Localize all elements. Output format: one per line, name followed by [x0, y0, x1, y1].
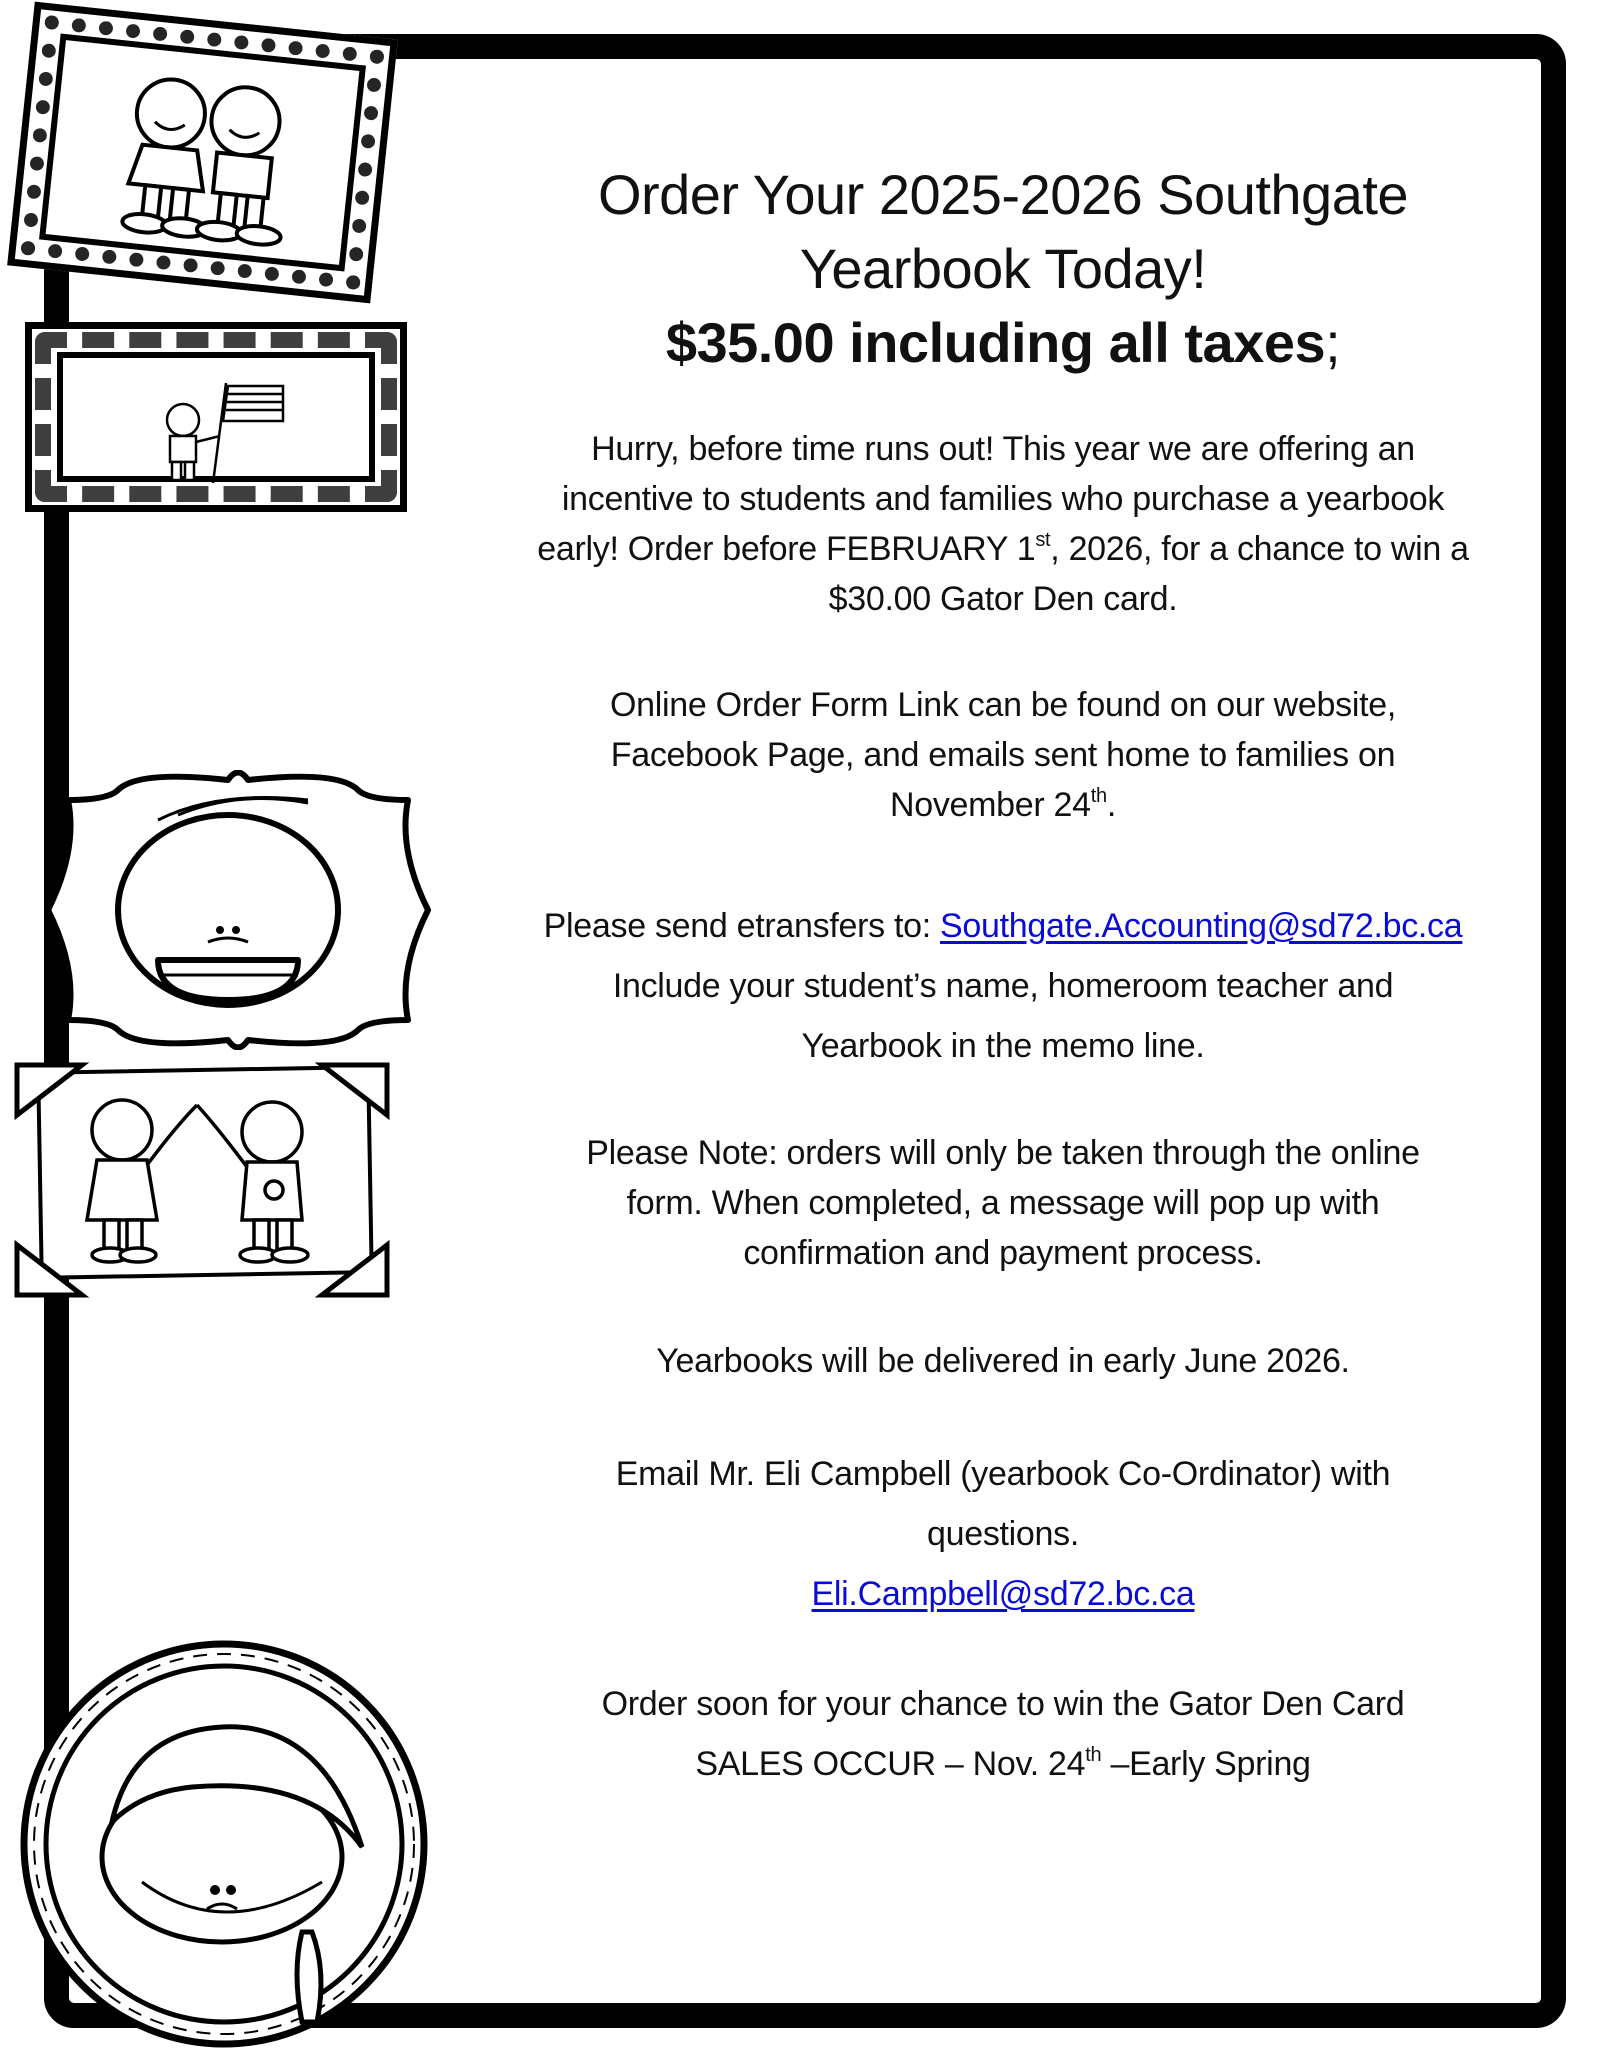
etransfer-paragraph [468, 896, 1538, 1076]
closing-paragraph [468, 1674, 1538, 1794]
incentive-line-1: Hurry, before time runs out! This year we are offering an [591, 430, 1415, 468]
price-heading [468, 306, 1538, 380]
flyer-content [468, 158, 1538, 1794]
sales-period-end: –Early Spring [1101, 1745, 1311, 1783]
ordinal-suffix: th [1090, 785, 1107, 807]
boy-face-illustration [8, 770, 448, 1050]
incentive-line-2: incentive to students and families who purchase a yearbook [561, 480, 1445, 518]
note-line-2: form. When completed, a message will pop up with [626, 1184, 1380, 1222]
etransfer-line-2: Include your student’s name, homeroom teacher and [612, 967, 1394, 1005]
delivery-text: Yearbooks will be delivered in early June 2026. [656, 1342, 1350, 1380]
kid-with-flag-illustration [25, 322, 407, 512]
ordinal-suffix: st [1035, 529, 1051, 551]
order-form-line-1: Online Order Form Link can be found on our website, [609, 686, 1396, 724]
incentive-line-3-end: , 2026, for a chance to win a [1050, 530, 1469, 568]
title-line-1: Order Your 2025-2026 Southgate [597, 163, 1409, 226]
note-line-3: confirmation and payment process. [743, 1234, 1263, 1272]
contact-paragraph [468, 1444, 1538, 1624]
price-suffix: ; [1325, 311, 1341, 374]
note-paragraph [468, 1128, 1538, 1278]
girl-braid-illustration [12, 1632, 437, 2057]
etransfer-line-3: Yearbook in the memo line. [801, 1027, 1205, 1065]
incentive-paragraph [468, 424, 1538, 624]
incentive-line-3: early! Order before FEBRUARY 1 [537, 530, 1036, 568]
note-line-1: Please Note: orders will only be taken through the online [586, 1134, 1420, 1172]
order-form-paragraph [468, 680, 1538, 830]
order-form-line-3-end: . [1106, 786, 1117, 824]
contact-line-2: questions. [927, 1515, 1079, 1553]
closing-line-1: Order soon for your chance to win the Gator Den Card [601, 1685, 1405, 1723]
incentive-line-4: $30.00 Gator Den card. [828, 580, 1178, 618]
order-form-line-3: November 24 [889, 786, 1091, 824]
title-line-2: Yearbook Today! [799, 237, 1207, 300]
coordinator-email-link[interactable]: Eli.Campbell@sd72.bc.ca [811, 1575, 1195, 1613]
etransfer-label: Please send etransfers to: [543, 907, 940, 945]
two-kids-illustration [7, 2, 398, 304]
sales-period: SALES OCCUR – Nov. 24 [695, 1745, 1086, 1783]
contact-line-1: Email Mr. Eli Campbell (yearbook Co-Ordinator) with [615, 1455, 1391, 1493]
ordinal-suffix: th [1085, 1744, 1102, 1766]
flyer-title [468, 158, 1538, 306]
kids-high-five-illustration [12, 1060, 392, 1300]
price-text: $35.00 including all taxes [665, 311, 1326, 374]
accounting-email-link[interactable]: Southgate.Accounting@sd72.bc.ca [940, 907, 1463, 945]
order-form-line-2: Facebook Page, and emails sent home to families on [610, 736, 1396, 774]
